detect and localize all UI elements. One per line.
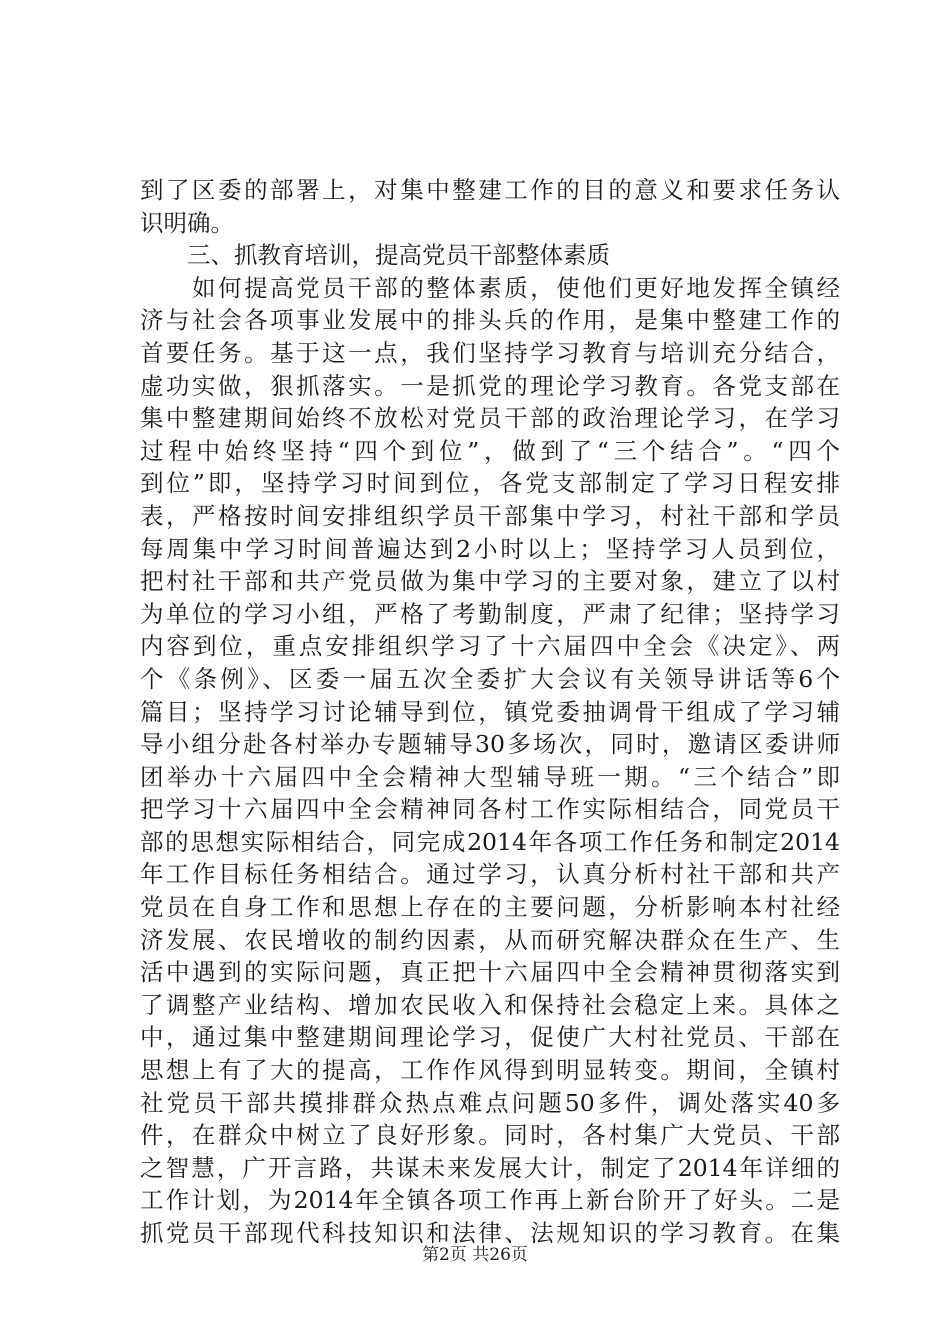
text-line: 工作计划，为2014年全镇各项工作再上新台阶开了好头。二是 <box>140 1186 840 1215</box>
text-line: 济与社会各项事业发展中的排头兵的作用，是集中整建工作的 <box>140 306 840 335</box>
text-line: 个《条例》、区委一届五次全委扩大会议有关领导讲话等6个 <box>140 664 840 693</box>
text-line: 集中整建期间始终不放松对党员干部的政治理论学习，在学习 <box>140 404 840 433</box>
text-line: 思想上有了大的提高，工作作风得到明显转变。期间，全镇村 <box>140 1056 840 1085</box>
text-line: 年工作目标任务相结合。通过学习，认真分析村社干部和共产 <box>140 860 840 889</box>
text-line: 中，通过集中整建期间理论学习，促使广大村社党员、干部在 <box>140 1023 840 1052</box>
text-line: 三、抓教育培训，提高党员干部整体素质 <box>140 241 610 270</box>
text-line: 表，严格按时间安排组织学员干部集中学习，村社干部和学员 <box>140 501 840 530</box>
text-line: 为单位的学习小组，严格了考勤制度，严肃了纪律；坚持学习 <box>140 599 840 628</box>
text-line: 识明确。 <box>140 208 234 237</box>
text-line: 导小组分赴各村举办专题辅导30多场次，同时，邀请区委讲师 <box>140 730 840 759</box>
text-line: 之智慧，广开言路，共谋未来发展大计，制定了2014年详细的 <box>140 1153 840 1182</box>
text-line: 虚功实做，狠抓落实。一是抓党的理论学习教育。各党支部在 <box>140 371 840 400</box>
text-line: 济发展、农民增收的制约因素，从而研究解决群众在生产、生 <box>140 925 840 954</box>
text-line: 党员在自身工作和思想上存在的主要问题，分析影响本村社经 <box>140 893 840 922</box>
text-line: 部的思想实际相结合，同完成2014年各项工作任务和制定2014 <box>140 827 840 856</box>
text-line: 到位”即，坚持学习时间到位，各党支部制定了学习日程安排 <box>140 469 840 498</box>
text-line: 了调整产业结构、增加农民收入和保持社会稳定上来。具体之 <box>140 990 840 1019</box>
text-line: 抓党员干部现代科技知识和法律、法规知识的学习教育。在集 <box>140 1219 840 1247</box>
text-line: 把学习十六届四中全会精神同各村工作实际相结合，同党员干 <box>140 795 840 824</box>
body-text <box>140 174 840 1250</box>
text-line: 如何提高党员干部的整体素质，使他们更好地发挥全镇经 <box>140 273 840 302</box>
text-line: 社党员干部共摸排群众热点难点问题50多件，调处落实40多 <box>140 1088 840 1117</box>
text-line: 每周集中学习时间普遍达到2小时以上；坚持学习人员到位， <box>140 534 840 563</box>
page-footer: 第2页 共26页 <box>422 1245 528 1265</box>
text-line: 团举办十六届四中全会精神大型辅导班一期。“三个结合”即 <box>140 762 840 791</box>
text-line: 把村社干部和共产党员做为集中学习的主要对象，建立了以村 <box>140 567 840 596</box>
text-line: 内容到位，重点安排组织学习了十六届四中全会《决定》、两 <box>140 632 840 661</box>
text-line: 活中遇到的实际问题，真正把十六届四中全会精神贯彻落实到 <box>140 958 840 987</box>
text-line: 篇目；坚持学习讨论辅导到位，镇党委抽调骨干组成了学习辅 <box>140 697 840 726</box>
text-line: 件，在群众中树立了良好形象。同时，各村集广大党员、干部 <box>140 1121 840 1150</box>
text-line: 过程中始终坚持“四个到位”，做到了“三个结合”。“四个 <box>140 436 840 465</box>
text-line: 到了区委的部署上，对集中整建工作的目的意义和要求任务认 <box>140 176 840 204</box>
text-line: 首要任务。基于这一点，我们坚持学习教育与培训充分结合， <box>140 338 840 367</box>
